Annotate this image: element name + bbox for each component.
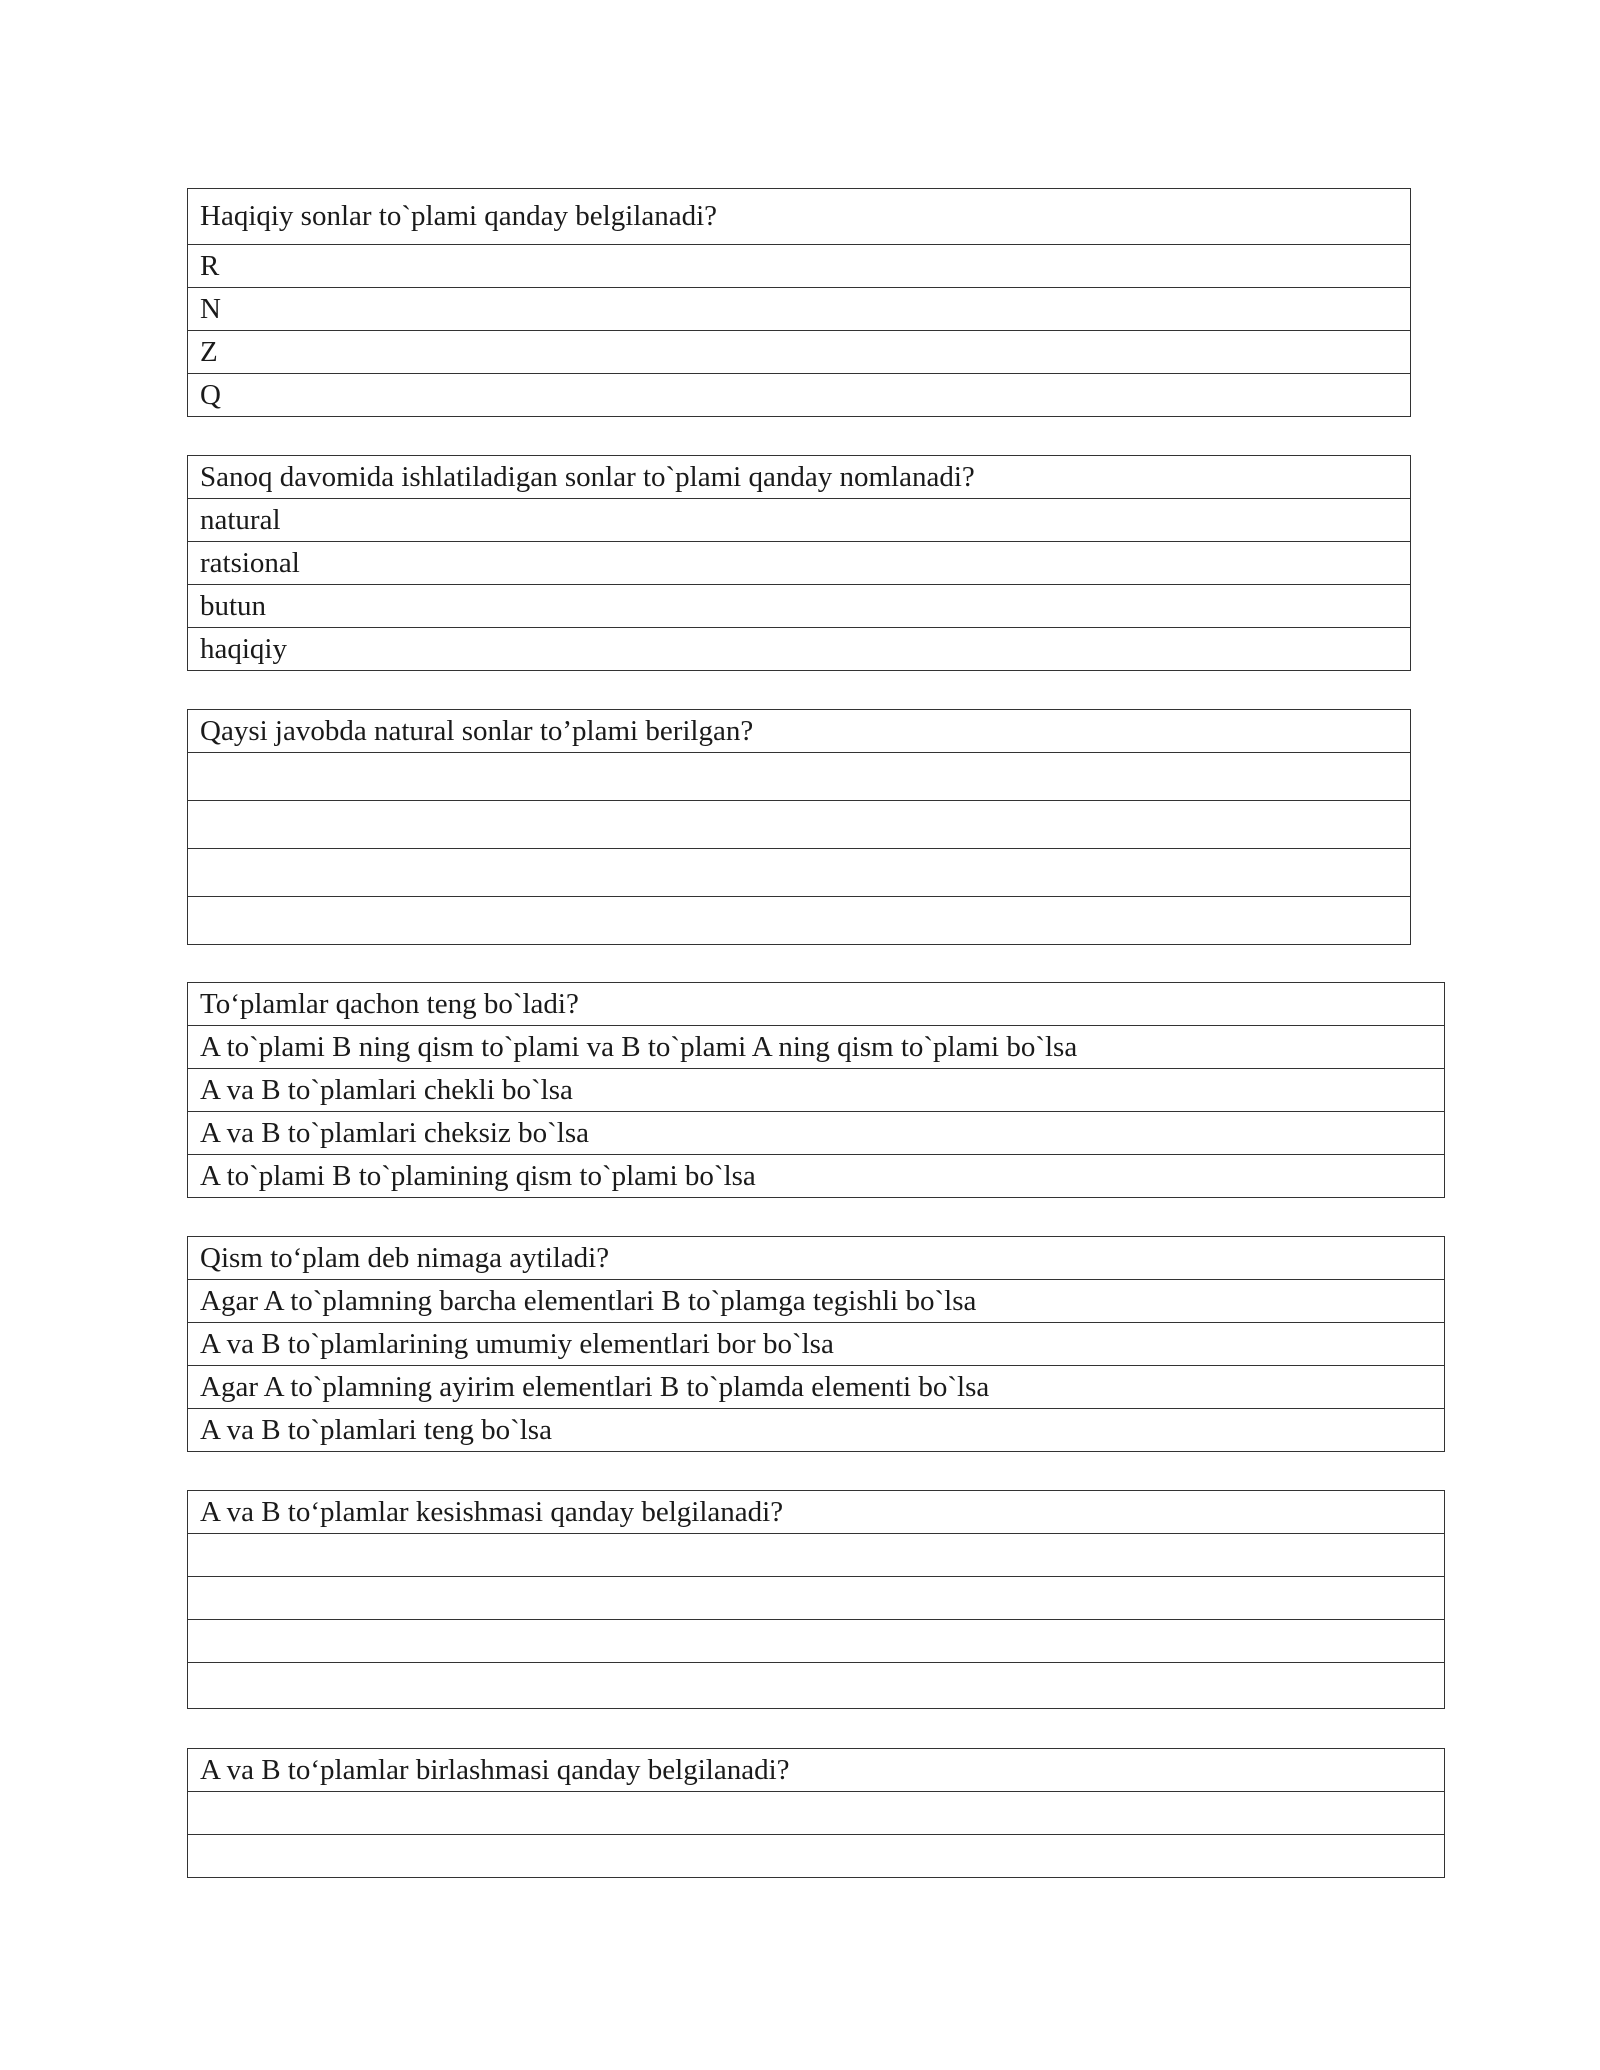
answer-option xyxy=(188,1792,1445,1835)
answer-option: Agar A to`plamning ayirim elementlari B to`plamda elementi bo`lsa xyxy=(188,1366,1445,1409)
question-text: Haqiqiy sonlar to`plami qanday belgilanadi? xyxy=(188,189,1411,245)
answer-option: A va B to`plamlari teng bo`lsa xyxy=(188,1409,1445,1452)
answer-option: N xyxy=(188,288,1411,331)
answer-option: A to`plami B to`plamining qism to`plami bo`lsa xyxy=(188,1155,1445,1198)
answer-option xyxy=(188,1620,1445,1663)
question-text: Qism to‘plam deb nimaga aytiladi? xyxy=(188,1237,1445,1280)
question-table-1 xyxy=(187,188,1411,417)
answer-option: A va B to`plamlari chekli bo`lsa xyxy=(188,1069,1445,1112)
question-text: To‘plamlar qachon teng bo`ladi? xyxy=(188,983,1445,1026)
answer-option: ratsional xyxy=(188,542,1411,585)
question-table-3 xyxy=(187,709,1411,945)
question-table-5 xyxy=(187,1236,1445,1452)
answer-option: A va B to`plamlarining umumiy elementlari bor bo`lsa xyxy=(188,1323,1445,1366)
answer-option xyxy=(188,801,1411,849)
answer-option xyxy=(188,1663,1445,1709)
question-table-2 xyxy=(187,455,1411,671)
answer-option: A to`plami B ning qism to`plami va B to`plami A ning qism to`plami bo`lsa xyxy=(188,1026,1445,1069)
question-table-4 xyxy=(187,982,1445,1198)
answer-option xyxy=(188,1577,1445,1620)
answer-option xyxy=(188,849,1411,897)
answer-option: butun xyxy=(188,585,1411,628)
answer-option xyxy=(188,1534,1445,1577)
question-table-6 xyxy=(187,1490,1445,1709)
answer-option: R xyxy=(188,245,1411,288)
answer-option xyxy=(188,753,1411,801)
question-text: A va B to‘plamlar birlashmasi qanday belgilanadi? xyxy=(188,1749,1445,1792)
answer-option: A va B to`plamlari cheksiz bo`lsa xyxy=(188,1112,1445,1155)
answer-option: natural xyxy=(188,499,1411,542)
answer-option: Q xyxy=(188,374,1411,417)
answer-option: haqiqiy xyxy=(188,628,1411,671)
question-text: Sanoq davomida ishlatiladigan sonlar to`plami qanday nomlanadi? xyxy=(188,456,1411,499)
answer-option xyxy=(188,897,1411,945)
question-table-7 xyxy=(187,1748,1445,1878)
answer-option xyxy=(188,1835,1445,1878)
answer-option: Agar A to`plamning barcha elementlari B to`plamga tegishli bo`lsa xyxy=(188,1280,1445,1323)
question-text: A va B to‘plamlar kesishmasi qanday belgilanadi? xyxy=(188,1491,1445,1534)
question-text: Qaysi javobda natural sonlar to’plami berilgan? xyxy=(188,710,1411,753)
answer-option: Z xyxy=(188,331,1411,374)
